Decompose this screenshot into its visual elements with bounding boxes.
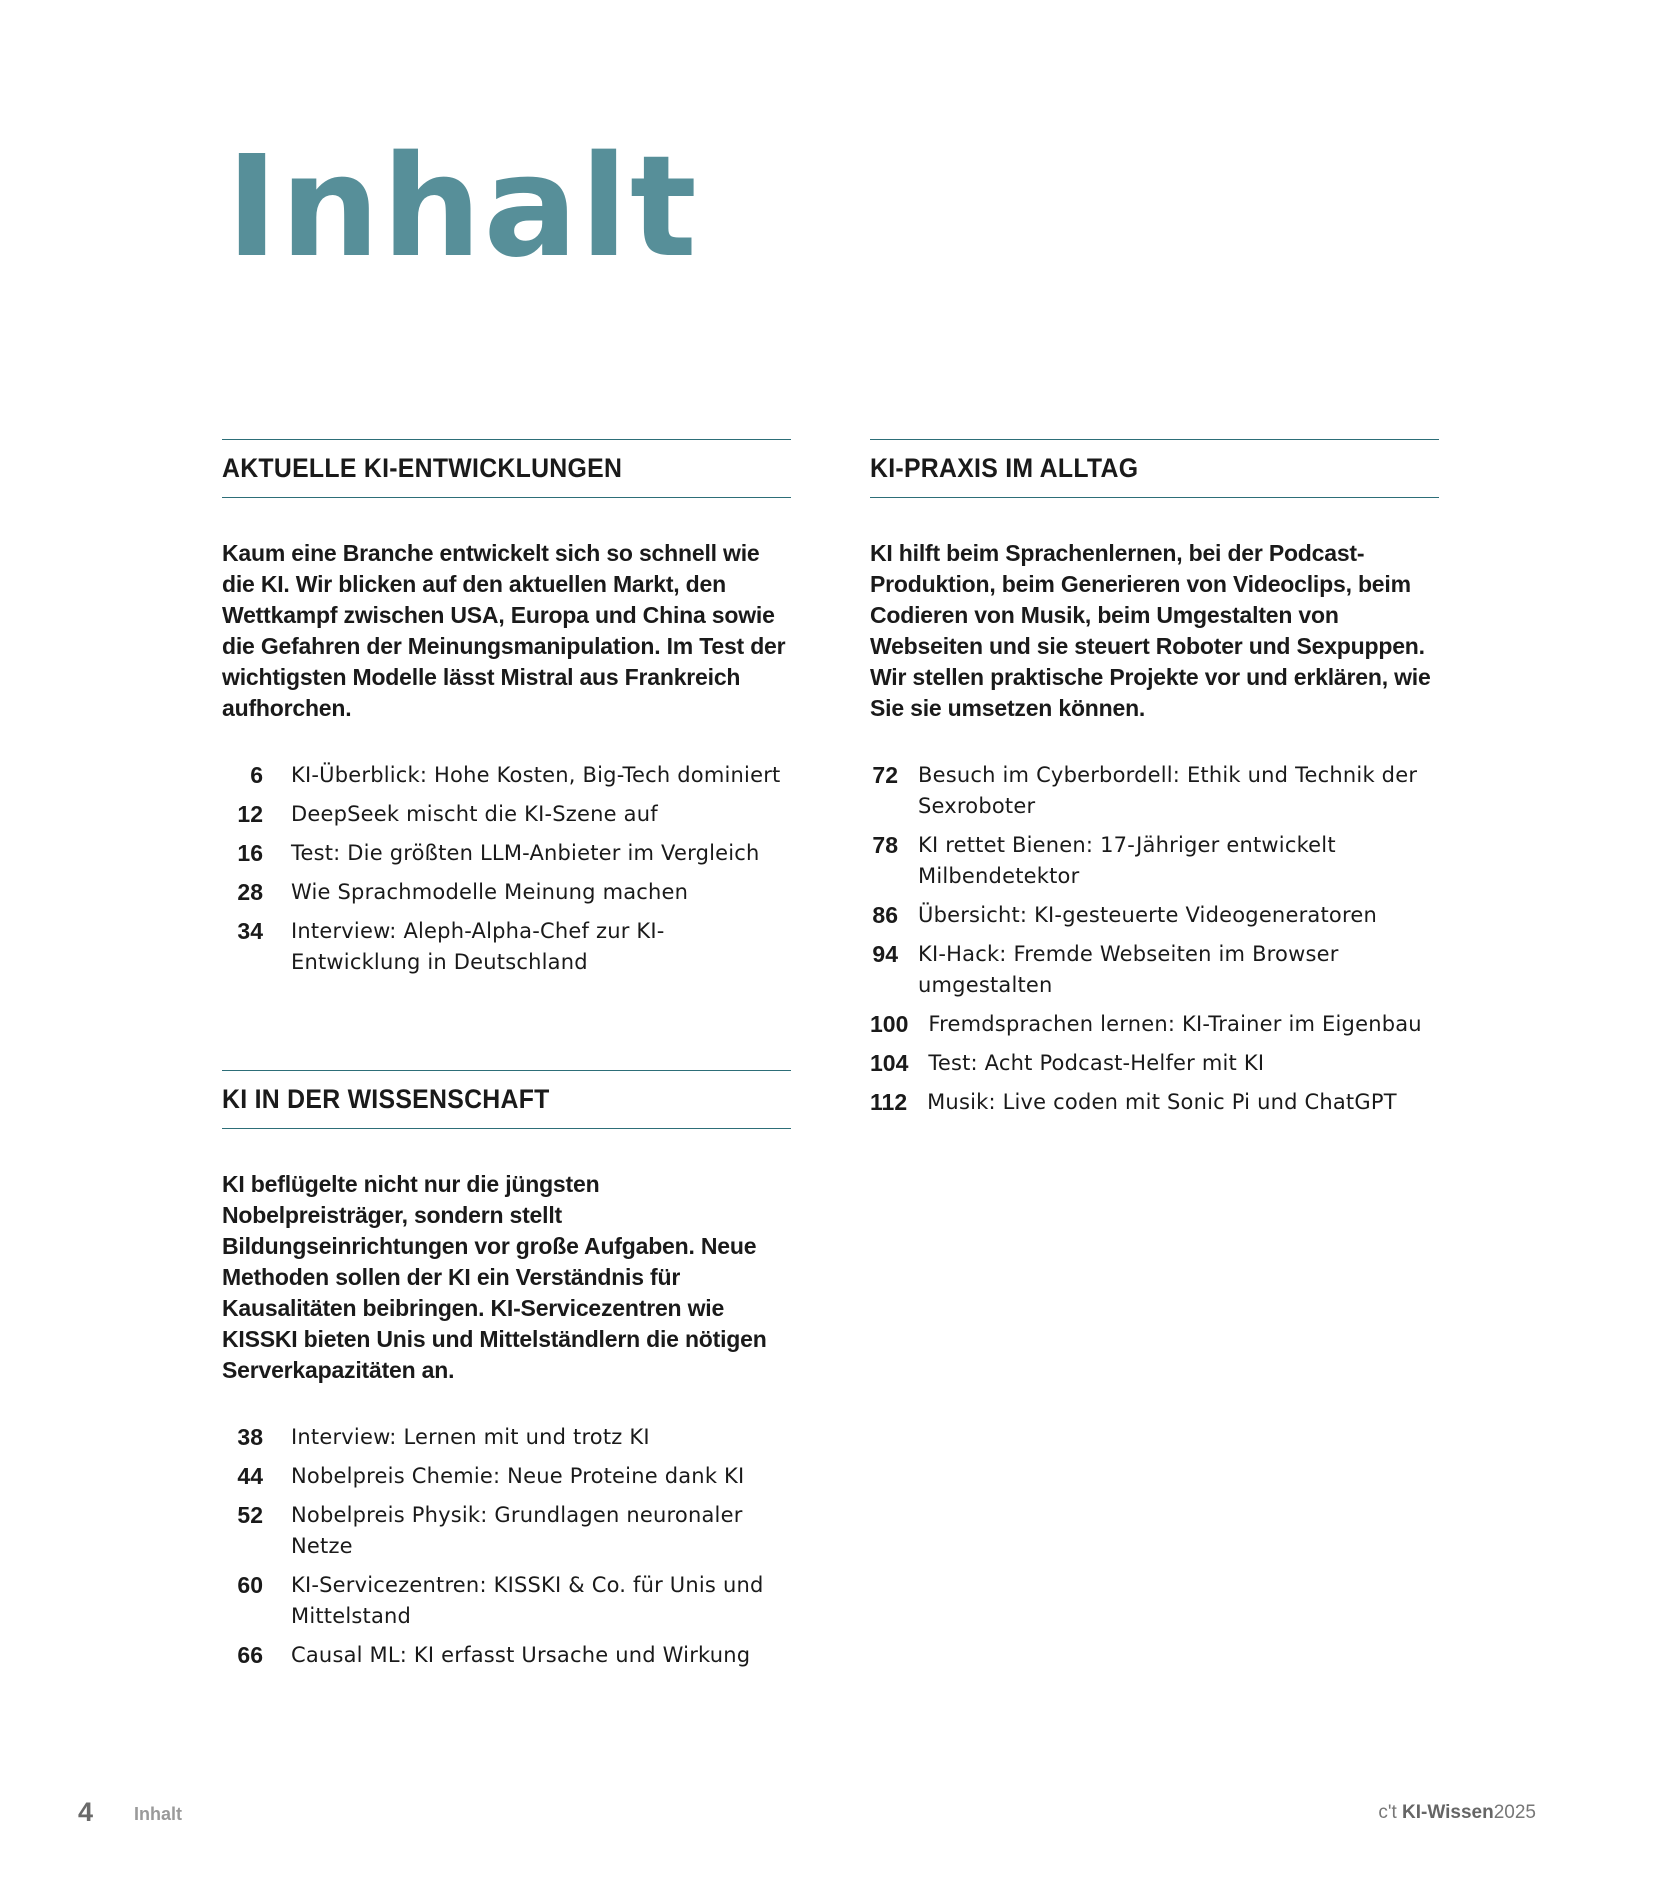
article-title: Musik: Live coden mit Sonic Pi und ChatGPT [927, 1090, 1397, 1114]
toc-entry[interactable] [222, 838, 791, 869]
footer-publication [1378, 1802, 1536, 1824]
section-header [222, 439, 791, 498]
article-title: Fremdsprachen lernen: KI-Trainer im Eigenbau [928, 1012, 1422, 1036]
article-title: Nobelpreis Chemie: Neue Proteine dank KI [291, 1464, 745, 1488]
article-title: DeepSeek mischt die KI-Szene auf [291, 802, 658, 826]
page-number: 78 [872, 832, 898, 858]
toc-entry[interactable] [222, 1422, 791, 1453]
article-list [222, 760, 791, 978]
page-number: 52 [237, 1502, 263, 1528]
page-number: 86 [872, 902, 898, 928]
page-number: 44 [237, 1463, 263, 1489]
article-title: Causal ML: KI erfasst Ursache und Wirkung [291, 1643, 751, 1667]
section-header [222, 1070, 791, 1129]
page-title: Inhalt [226, 126, 699, 289]
toc-entry[interactable] [222, 1570, 791, 1632]
section-heading: KI IN DER WISSENSCHAFT [222, 1084, 550, 1114]
page-number: 100 [870, 1011, 909, 1037]
page-number: 34 [237, 918, 263, 944]
toc-entry[interactable] [222, 760, 791, 791]
publication-name: KI-Wissen [1402, 1802, 1494, 1823]
toc-entry[interactable] [222, 799, 791, 830]
section-heading: KI-PRAXIS IM ALLTAG [870, 453, 1139, 483]
toc-entry[interactable] [222, 1461, 791, 1492]
article-title: Test: Acht Podcast-Helfer mit KI [928, 1051, 1265, 1075]
article-title: Übersicht: KI-gesteuerte Videogeneratoren [918, 903, 1377, 927]
page-number: 94 [872, 941, 898, 967]
toc-entry[interactable] [222, 1500, 791, 1562]
page-number: 6 [250, 762, 263, 788]
page-number: 16 [237, 840, 263, 866]
article-list [222, 1422, 791, 1671]
toc-entry[interactable] [222, 1640, 791, 1671]
section-intro: KI beflügelte nicht nur die jüngsten Nobelpreisträger, sondern stellt Bildungseinrichtungen vor große Aufgaben. Neue Methoden sollen der KI ein Verständnis für Kausalitäten beibringen. KI-Servicezentren wie KISSKI bieten Unis und Mittelständlern die nötigen Serverkapazitäten an. [222, 1171, 767, 1383]
article-list [870, 760, 1439, 1118]
page-number: 66 [237, 1642, 263, 1668]
footer-section-label: Inhalt [134, 1804, 182, 1824]
article-title: KI-Hack: Fremde Webseiten im Browser umgestalten [918, 942, 1339, 997]
page-number: 28 [237, 879, 263, 905]
footer-page-number: 4 [78, 1797, 94, 1827]
section-ki-in-der-wissenschaft [222, 1070, 791, 1679]
section-ki-praxis-im-alltag [870, 439, 1439, 1126]
toc-entry[interactable] [870, 830, 1439, 892]
page-number: 12 [237, 801, 263, 827]
toc-entry[interactable] [870, 1087, 1439, 1118]
article-title: Interview: Aleph-Alpha-Chef zur KI-Entwicklung in Deutschland [291, 919, 665, 974]
page-number: 112 [870, 1089, 908, 1115]
publication-year: 2025 [1493, 1802, 1536, 1823]
toc-entry[interactable] [870, 900, 1439, 931]
section-intro: Kaum eine Branche entwickelt sich so schnell wie die KI. Wir blicken auf den aktuellen Markt, den Wettkampf zwischen USA, Europa und China sowie die Gefahren der Meinungsmanipulation. Im Test der wichtigsten Modelle lässt Mistral aus Frankreich aufhorchen. [222, 540, 786, 721]
article-title: KI rettet Bienen: 17-Jähriger entwickelt Milbendetektor [918, 833, 1336, 888]
section-header [870, 439, 1439, 498]
article-title: Nobelpreis Physik: Grundlagen neuronaler Netze [291, 1503, 743, 1558]
page-number: 60 [237, 1572, 263, 1598]
toc-entry[interactable] [870, 760, 1439, 822]
publication-prefix: c't [1378, 1802, 1397, 1823]
toc-entry[interactable] [870, 1048, 1439, 1079]
toc-entry[interactable] [222, 877, 791, 908]
page-number: 38 [237, 1424, 263, 1450]
page-number: 72 [872, 762, 898, 788]
section-aktuelle-ki-entwicklungen [222, 439, 791, 986]
article-title: Test: Die größten LLM-Anbieter im Vergleich [291, 841, 760, 865]
article-title: KI-Servicezentren: KISSKI & Co. für Unis und Mittelstand [291, 1573, 764, 1628]
toc-entry[interactable] [222, 916, 791, 978]
article-title: KI-Überblick: Hohe Kosten, Big-Tech dominiert [291, 763, 781, 787]
article-title: Interview: Lernen mit und trotz KI [291, 1425, 650, 1449]
section-heading: AKTUELLE KI-ENTWICKLUNGEN [222, 453, 623, 483]
article-title: Wie Sprachmodelle Meinung machen [291, 880, 689, 904]
toc-entry[interactable] [870, 939, 1439, 1001]
page-number: 104 [870, 1050, 909, 1076]
section-intro: KI hilft beim Sprachenlernen, bei der Podcast-Produktion, beim Generieren von Videoclips, beim Codieren von Musik, beim Umgestalten von Webseiten und sie steuert Roboter und Sexpuppen. Wir stellen praktische Projekte vor und erklären, wie Sie sie umsetzen können. [870, 540, 1431, 721]
article-title: Besuch im Cyberbordell: Ethik und Technik der Sexroboter [918, 763, 1418, 818]
toc-entry[interactable] [870, 1009, 1439, 1040]
